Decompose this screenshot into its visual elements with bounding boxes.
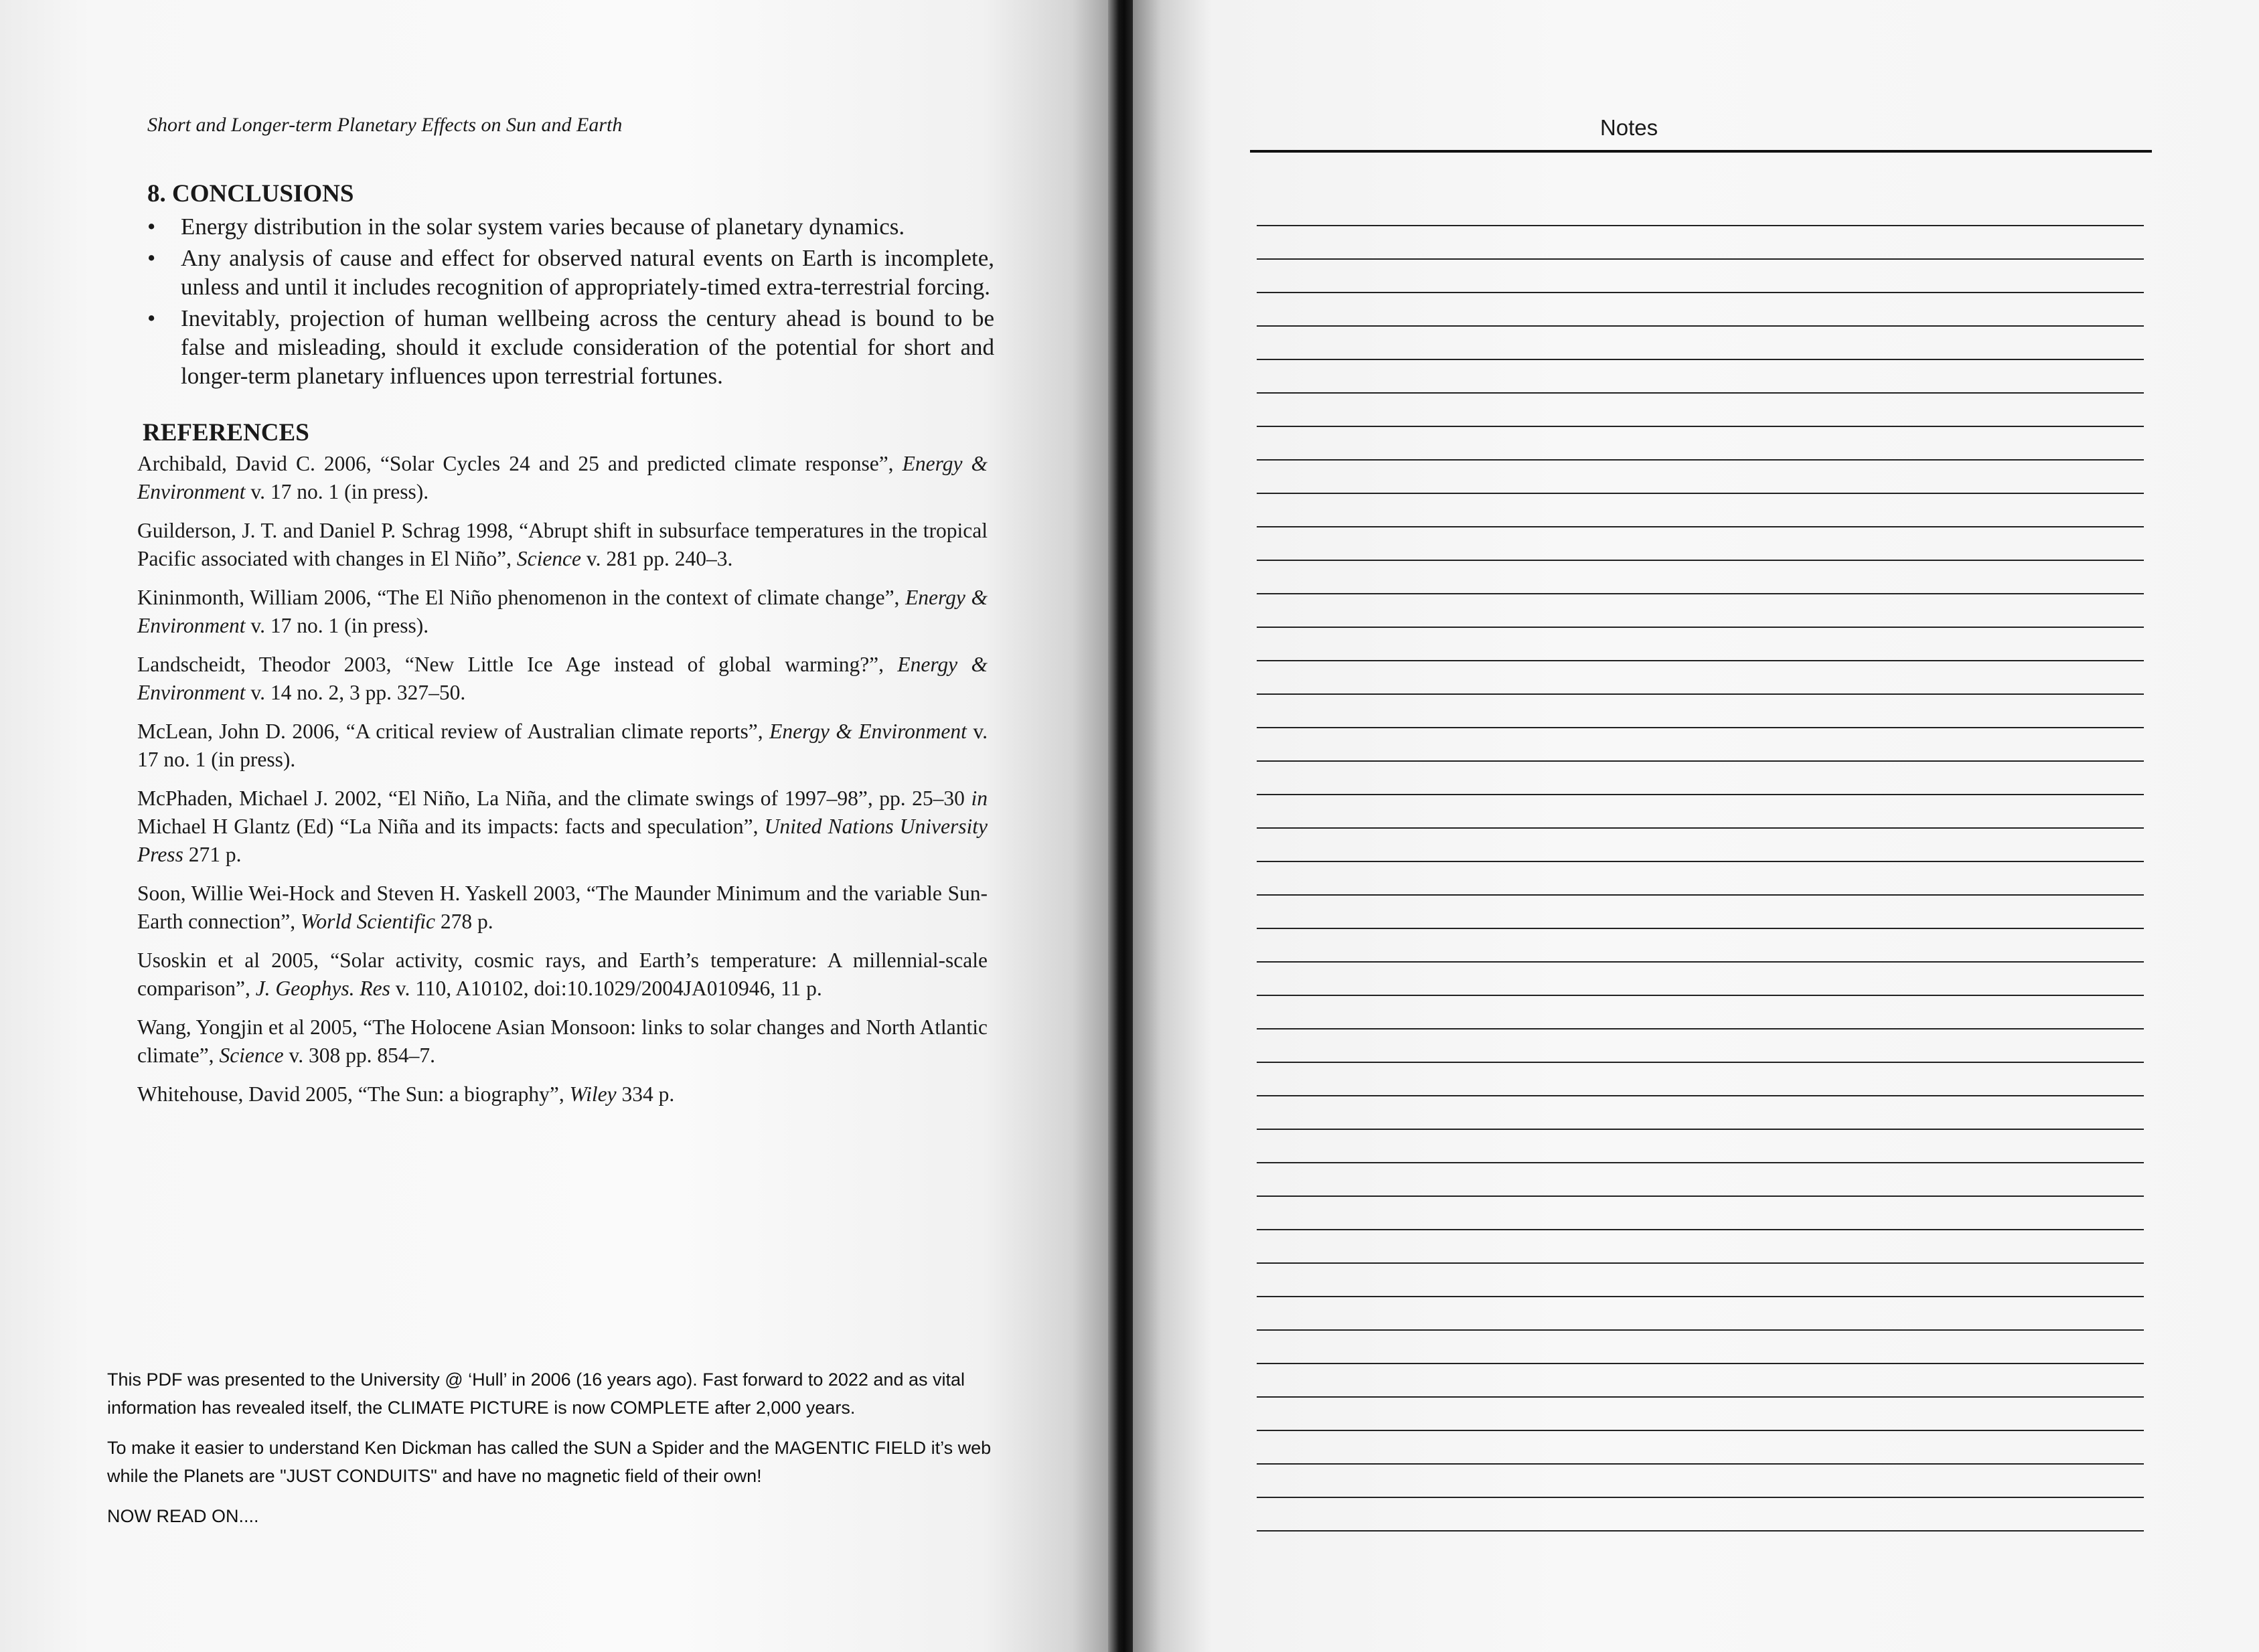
note-line xyxy=(1257,695,2144,728)
notes-title-rule xyxy=(1250,150,2152,153)
note-line xyxy=(1257,661,2144,695)
note-line xyxy=(1257,594,2144,628)
note-line xyxy=(1257,1431,2144,1465)
note-line xyxy=(1257,193,2144,226)
note-line xyxy=(1257,1297,2144,1331)
note-line xyxy=(1257,862,2144,896)
bullet-icon: • xyxy=(147,305,156,331)
note-line xyxy=(1257,762,2144,795)
note-line xyxy=(1257,1364,2144,1398)
conclusion-text: Any analysis of cause and effect for observed natural events on Earth is incomplete, unless and until it includes recognition of appropriately-timed extra-terrestrial forcing. xyxy=(181,245,994,300)
note-line xyxy=(1257,1398,2144,1431)
conclusion-text: Inevitably, projection of human wellbeing across the century ahead is bound to be false and misleading, should it exclude consideration of the potential for short and longer-term planetary influences upon terrestrial fortunes. xyxy=(181,305,994,389)
conclusions-list xyxy=(137,212,994,390)
note-line xyxy=(1257,1063,2144,1096)
note-paragraph: This PDF was presented to the University @ ‘Hull’ in 2006 (16 years ago). Fast forward to 2022 and as vital information has revealed itself, the CLIMATE PICTURE is now COMPLETE after 2,000 years. xyxy=(107,1370,965,1418)
note-line xyxy=(1257,327,2144,360)
note-line xyxy=(1257,494,2144,527)
note-paragraph: NOW READ ON.... xyxy=(107,1506,259,1526)
note-line xyxy=(1257,394,2144,427)
note-line xyxy=(1257,1465,2144,1498)
conclusion-text: Energy distribution in the solar system varies because of planetary dynamics. xyxy=(181,214,905,240)
conclusion-item xyxy=(137,304,994,390)
left-page xyxy=(0,0,1117,1652)
note-line xyxy=(1257,728,2144,762)
notes-title: Notes xyxy=(1600,115,1658,140)
bullet-icon: • xyxy=(147,245,156,271)
note-line xyxy=(1257,1163,2144,1197)
note-line xyxy=(1257,461,2144,494)
conclusion-item xyxy=(137,244,994,301)
note-line xyxy=(1257,1331,2144,1364)
reference-item: Wang, Yongjin et al 2005, “The Holocene Asian Monsoon: links to solar changes and North Atlantic climate”, Science v. 308 pp. 854–7. xyxy=(137,1015,988,1067)
note-line xyxy=(1257,829,2144,862)
conclusions-heading: 8. CONCLUSIONS xyxy=(147,180,354,208)
reference-item: Soon, Willie Wei-Hock and Steven H. Yaskell 2003, “The Maunder Minimum and the variable Sun-Earth connection”, World Scientific 278 p. xyxy=(137,882,988,933)
note-line xyxy=(1257,360,2144,394)
note-line xyxy=(1257,628,2144,661)
note-paragraph: To make it easier to understand Ken Dickman has called the SUN a Spider and the MAGENTIC FIELD it’s web while the Planets are "JUST CONDUITS" and have no magnetic field of their own! xyxy=(107,1438,992,1486)
note-line xyxy=(1257,561,2144,594)
reference-item: Archibald, David C. 2006, “Solar Cycles 24 and 25 and predicted climate response”, Energy & Environment v. 17 no. 1 (in press). xyxy=(137,452,988,503)
note-line xyxy=(1257,1197,2144,1230)
note-line xyxy=(1257,1130,2144,1163)
reference-item: McPhaden, Michael J. 2002, “El Niño, La Niña, and the climate swings of 1997–98”, pp. 25–30 in Michael H Glantz (Ed) “La Niña and its impacts: facts and speculation”, United Nations University Press 271 p. xyxy=(137,787,988,866)
running-head: Short and Longer-term Planetary Effects on Sun and Earth xyxy=(147,114,623,136)
note-line xyxy=(1257,1029,2144,1063)
right-page xyxy=(1133,0,2259,1652)
conclusion-item xyxy=(137,212,994,241)
note-line xyxy=(1257,226,2144,260)
note-line xyxy=(1257,896,2144,929)
note-line xyxy=(1257,527,2144,561)
note-line xyxy=(1257,427,2144,461)
reference-item: Usoskin et al 2005, “Solar activity, cosmic rays, and Earth’s temperature: A millennial-scale comparison”, J. Geophys. Res v. 110, A10102, doi:10.1029/2004JA010946, 11 p. xyxy=(137,948,988,1000)
reference-item: McLean, John D. 2006, “A critical review of Australian climate reports”, Energy & Environment v. 17 no. 1 (in press). xyxy=(137,720,988,771)
note-line xyxy=(1257,795,2144,829)
note-line xyxy=(1257,1264,2144,1297)
main-content xyxy=(137,179,994,1119)
bullet-icon: • xyxy=(147,214,156,240)
added-note xyxy=(107,1366,1004,1542)
references-list xyxy=(137,450,994,1108)
note-line xyxy=(1257,963,2144,996)
note-line xyxy=(1257,929,2144,963)
reference-item: Guilderson, J. T. and Daniel P. Schrag 1998, “Abrupt shift in subsurface temperatures in the tropical Pacific associated with changes in El Niño”, Science v. 281 pp. 240–3. xyxy=(137,519,988,570)
note-line xyxy=(1257,1096,2144,1130)
reference-item: Whitehouse, David 2005, “The Sun: a biography”, Wiley 334 p. xyxy=(137,1082,675,1106)
notes-title-wrap xyxy=(1133,115,2259,141)
reference-item: Kininmonth, William 2006, “The El Niño phenomenon in the context of climate change”, Energy & Environment v. 17 no. 1 (in press). xyxy=(137,586,988,637)
note-line xyxy=(1257,260,2144,293)
note-line xyxy=(1257,1230,2144,1264)
book-gutter xyxy=(1108,0,1135,1652)
note-line xyxy=(1257,996,2144,1029)
note-line xyxy=(1257,1498,2144,1532)
references-heading: REFERENCES xyxy=(143,419,309,446)
notes-lines xyxy=(1257,193,2144,1532)
note-line xyxy=(1257,293,2144,327)
reference-item: Landscheidt, Theodor 2003, “New Little Ice Age instead of global warming?”, Energy & Environment v. 14 no. 2, 3 pp. 327–50. xyxy=(137,653,988,704)
